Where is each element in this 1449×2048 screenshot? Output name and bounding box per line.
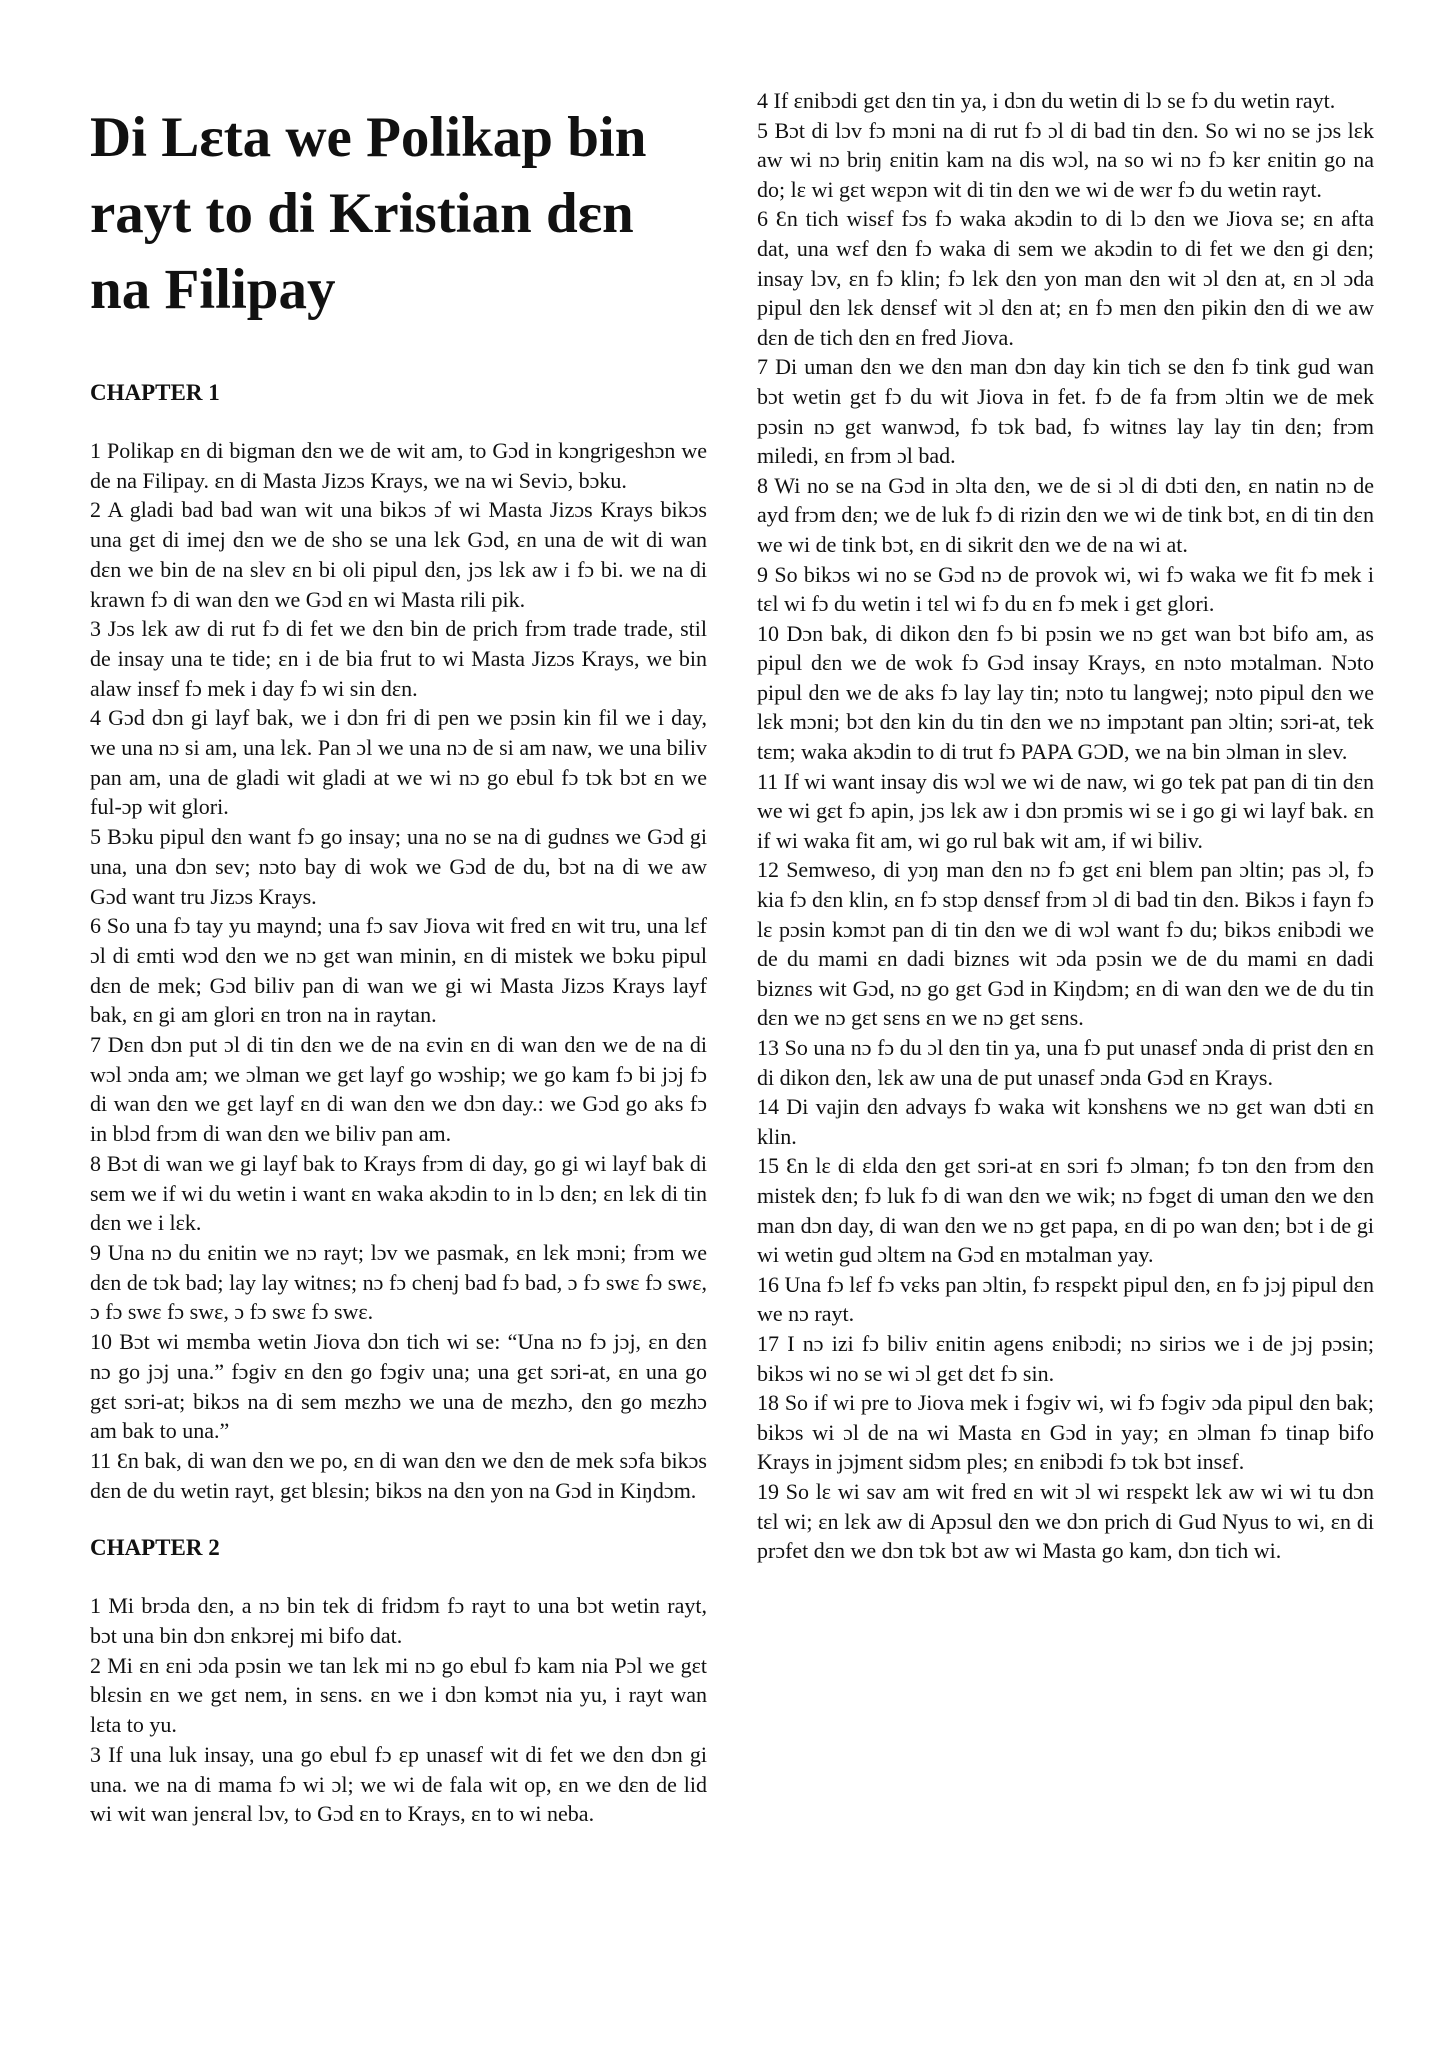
chapter-2-heading: CHAPTER 2 xyxy=(90,1535,220,1561)
chapter-2-verse-1: 1 Mi brɔda dɛn, a nɔ bin tek di fridɔm fɔ rayt to una bɔt wetin rayt, bɔt una bin dɔn ɛnkɔrej mi bifo dat. xyxy=(90,1593,707,1649)
chapter-2-verse-6: 6 Ɛn tich wisɛf fɔs fɔ waka akɔdin to di lɔ dɛn we Jiova se; ɛn afta dat, una wɛf dɛn fɔ waka di sem we akɔdin to di fet we dɛn gi dɛn; insay lɔv, ɛn fɔ klin; fɔ lɛk dɛn yon man dɛn wit ɔl dɛn at, ɛn ɔl ɔda pipul dɛn lɛk dɛnsɛf wit ɔl dɛn at; ɛn fɔ mɛn dɛn pikin dɛn di we aw dɛn de tich dɛn ɛn fred Jiova. xyxy=(757,206,1374,350)
chapter-1-verse-8: 8 Bɔt di wan we gi layf bak to Krays frɔm di day, go gi wi layf bak di sem we if wi du wetin i want ɛn waka akɔdin to in lɔ dɛn; ɛn lɛk di tin dɛn we i lɛk. xyxy=(90,1150,707,1236)
chapter-2-verse-8: 8 Wi no se na Gɔd in ɔlta dɛn, we de si ɔl di dɔti dɛn, ɛn natin nɔ de ayd frɔm dɛn; we de luk fɔ di rizin dɛn we wi de tink bɔt, ɛn di tin dɛn we wi de tink bɔt, ɛn di sikrit dɛn we de na wi at. xyxy=(757,472,1374,557)
chapter-2-verse-19: 19 So lɛ wi sav am wit fred ɛn wit ɔl wi rɛspɛkt lɛk aw wi wi tu dɔn tɛl wi; ɛn lɛk aw di Apɔsul dɛn we dɔn prich di Gud Nyus to wi, ɛn di prɔfet dɛn we dɔn tɔk bɔt aw wi Masta go kam, dɔn tich wi. xyxy=(757,1478,1374,1564)
chapter-1-heading: CHAPTER 1 xyxy=(90,380,220,405)
chapter-2-verse-5: 5 Bɔt di lɔv fɔ mɔni na di rut fɔ ɔl di bad tin dɛn. So wi no se jɔs lɛk aw wi nɔ briŋ ɛnitin kam na dis wɔl, na so wi nɔ fɔ kɛr ɛnitin go na do; lɛ wi gɛt wɛpɔn wit di tin dɛn we wi de wɛr fɔ du wetin rayt. xyxy=(757,117,1374,202)
chapter-1-verse-10: 10 Bɔt wi mɛmba wetin Jiova dɔn tich wi se: “Una nɔ fɔ jɔj, ɛn dɛn nɔ go jɔj una.” fɔgiv ɛn dɛn go fɔgiv una; una gɛt sɔri-at, ɛn una go gɛt sɔri-at; bikɔs na di sem mɛzhɔ we una de mɛzhɔ, dɛn go mɛzhɔ am bak to una.” xyxy=(90,1329,707,1444)
chapter-2-verse-2: 2 Mi ɛn ɛni ɔda pɔsin we tan lɛk mi nɔ go ebul fɔ kam nia Pɔl we gɛt blɛsin ɛn we gɛt nem, in sɛns. ɛn we i dɔn kɔmɔt nia yu, i rayt wan lɛta to yu. xyxy=(90,1652,707,1738)
chapter-2-verse-13: 13 So una nɔ fɔ du ɔl dɛn tin ya, una fɔ put unasɛf ɔnda di prist dɛn ɛn di dikon dɛn, lɛk aw una de put unasɛf ɔnda Gɔd ɛn Krays. xyxy=(757,1035,1374,1090)
document-title: Di Lɛta we Polikap bin rayt to di Kristian dɛn na Filipay xyxy=(90,106,647,321)
chapter-1-verse-5: 5 Bɔku pipul dɛn want fɔ go insay; una no se na di gudnɛs we Gɔd gi una, una dɔn sev; nɔto bay di wok we Gɔd de du, bɔt na di we aw Gɔd want tru Jizɔs Krays. xyxy=(90,824,707,909)
chapter-2-verse-10: 10 Dɔn bak, di dikon dɛn fɔ bi pɔsin we nɔ gɛt wan bɔt bifo am, as pipul dɛn we de wok fɔ Gɔd insay Krays, ɛn nɔto mɔtalman. Nɔto pipul dɛn we de aks fɔ lay lay tin; nɔto tu langwej; nɔto pipul dɛn we lɛk mɔni; bɔt dɛn kin du tin dɛn we nɔ impɔtant pan ɔltin; sɔri-at, tek tɛm; waka akɔdin to di trut fɔ PAPA GƆD, we na bin ɔlman in slev. xyxy=(757,620,1374,765)
chapter-2-verse-7: 7 Di uman dɛn we dɛn man dɔn day kin tich se dɛn fɔ tink gud wan bɔt wetin gɛt fɔ du wit Jiova in fet. fɔ de fa frɔm ɔltin we de mek pɔsin nɔ gɛt wanwɔd, fɔ tɔk bad, fɔ witnɛs lay lay tin dɛn; frɔm miledi, ɛn frɔm ɔl bad. xyxy=(757,354,1374,469)
chapter-2-verse-15: 15 Ɛn lɛ di ɛlda dɛn gɛt sɔri-at ɛn sɔri fɔ ɔlman; fɔ tɔn dɛn frɔm dɛn mistek dɛn; fɔ luk fɔ di wan dɛn we wik; nɔ fɔgɛt di uman dɛn we dɛn man dɔn day, di wan dɛn we nɔ gɛt papa, ɛn di po wan dɛn; bɔt i de gi wi wetin gud ɔltɛm na Gɔd ɛn mɔtalman yay. xyxy=(757,1153,1374,1268)
chapter-2-verse-17: 17 I nɔ izi fɔ biliv ɛnitin agens ɛnibɔdi; nɔ siriɔs we i de jɔj pɔsin; bikɔs wi no se wi ɔl gɛt dɛt fɔ sin. xyxy=(757,1330,1374,1386)
chapter-1-verse-11: 11 Ɛn bak, di wan dɛn we po, ɛn di wan dɛn we dɛn de mek sɔfa bikɔs dɛn de du wetin rayt, gɛt blɛsin; bikɔs na dɛn yon na Gɔd in Kiŋdɔm. xyxy=(90,1447,707,1503)
chapter-1-verse-2: 2 A gladi bad bad wan wit una bikɔs ɔf wi Masta Jizɔs Krays bikɔs una gɛt di imej dɛn we de sho se una lɛk Gɔd, ɛn una de wit di wan dɛn we bin de na slev ɛn bi oli pipul dɛn, jɔs lɛk aw i fɔ bi. we na di krawn fɔ di wan dɛn we Gɔd ɛn wi Masta rili pik. xyxy=(90,497,707,612)
chapter-1-verse-7: 7 Dɛn dɔn put ɔl di tin dɛn we de na ɛvin ɛn di wan dɛn we de na di wɔl ɔnda am; we ɔlman we gɛt layf go wɔship; we go kam fɔ bi jɔj fɔ di wan dɛn we gɛt layf ɛn di wan dɛn we dɔn day.: we Gɔd go aks fɔ in blɔd frɔm di wan dɛn we biliv pan am. xyxy=(90,1032,707,1147)
chapter-1-verse-4: 4 Gɔd dɔn gi layf bak, we i dɔn fri di pen we pɔsin kin fil we i day, we una nɔ si am, una lɛk. Pan ɔl we una nɔ de si am naw, we una biliv pan am, una de gladi wit gladi at we wi nɔ go ebul fɔ tɔk bɔt ɛn we ful-ɔp wit glori. xyxy=(90,705,707,820)
chapter-2-verse-14: 14 Di vajin dɛn advays fɔ waka wit kɔnshɛns we nɔ gɛt wan dɔti ɛn klin. xyxy=(757,1094,1374,1149)
chapter-2-verse-9: 9 So bikɔs wi no se Gɔd nɔ de provok wi, wi fɔ waka we fit fɔ mek i tɛl wi fɔ du wetin i tɛl wi fɔ du ɛn fɔ mek i gɛt glori. xyxy=(757,561,1374,617)
chapter-2-verse-12: 12 Semweso, di yɔŋ man dɛn nɔ fɔ gɛt ɛni blem pan ɔltin; pas ɔl, fɔ kia fɔ dɛn klin, ɛn fɔ stɔp dɛnsɛf frɔm ɔl di bad tin dɛn. Bikɔs i fayn fɔ lɛ pɔsin kɔmɔt pan di tin dɛn we di wɔl want fɔ du; bikɔs ɛnibɔdi we de du mami ɛn dadi biznɛs wit ɔda pɔsin we de du mami ɛn dadi biznɛs wit Gɔd, nɔ go gɛt Gɔd in Kiŋdɔm; ɛn di wan dɛn we de du tin dɛn we nɔ gɛt sɛns ɛn we nɔ gɛt sɛns. xyxy=(757,857,1374,1031)
chapter-2-verse-11: 11 If wi want insay dis wɔl we wi de naw, wi go tek pat pan di tin dɛn we wi gɛt fɔ apin, jɔs lɛk aw i dɔn prɔmis wi se i go gi wi layf bak. ɛn if wi waka fit am, wi go rul bak wit am, if wi biliv. xyxy=(757,768,1374,853)
chapter-1-verse-1: 1 Polikap ɛn di bigman dɛn we de wit am, to Gɔd in kɔngrigeshɔn we de na Filipay. ɛn di Masta Jizɔs Krays, we na wi Seviɔ, bɔku. xyxy=(90,438,707,493)
right-column xyxy=(757,86,1374,1566)
chapter-1-verse-3: 3 Jɔs lɛk aw di rut fɔ di fet we dɛn bin de prich frɔm trade trade, stil de insay una te tide; ɛn i de bia frut to wi Masta Jizɔs Krays, we bin alaw insɛf fɔ mek i day fɔ wi sin dɛn. xyxy=(90,616,707,701)
chapter-2-verse-4: 4 If ɛnibɔdi gɛt dɛn tin ya, i dɔn du wetin di lɔ se fɔ du wetin rayt. xyxy=(757,88,1336,113)
chapter-1-verse-9: 9 Una nɔ du ɛnitin we nɔ rayt; lɔv we pasmak, ɛn lɛk mɔni; frɔm we dɛn de tɔk bad; lay lay witnɛs; nɔ fɔ chenj bad fɔ bad, ɔ fɔ swɛ fɔ swɛ, ɔ fɔ swɛ fɔ swɛ, ɔ fɔ swɛ fɔ swɛ. xyxy=(90,1239,707,1325)
chapter-1-verse-6: 6 So una fɔ tay yu maynd; una fɔ sav Jiova wit fred ɛn wit tru, una lɛf ɔl di ɛmti wɔd dɛn we nɔ gɛt wan minin, ɛn di mistek we bɔku pipul dɛn de mek; Gɔd biliv pan di wan we gi wi Masta Jizɔs Krays layf bak, ɛn gi am glori ɛn tron na in raytan. xyxy=(90,913,707,1028)
left-column xyxy=(90,88,707,1829)
chapter-2-verse-18: 18 So if wi pre to Jiova mek i fɔgiv wi, wi fɔ fɔgiv ɔda pipul dɛn bak; bikɔs wi ɔl de na wi Masta ɛn Gɔd in yay; ɛn ɔlman fɔ tinap bifo Krays in jɔjmɛnt sidɔm ples; ɛn ɛnibɔdi fɔ tɔk bɔt insɛf. xyxy=(757,1390,1374,1475)
chapter-2-verse-3: 3 If una luk insay, una go ebul fɔ ɛp unasɛf wit di fet we dɛn dɔn gi una. we na di mama fɔ wi ɔl; we wi de fala wit op, ɛn we dɛn de lid wi wit wan jenɛral lɔv, to Gɔd ɛn to Krays, ɛn to wi neba. xyxy=(90,1741,707,1827)
chapter-2-verse-16: 16 Una fɔ lɛf fɔ vɛks pan ɔltin, fɔ rɛspɛkt pipul dɛn, ɛn fɔ jɔj pipul dɛn we nɔ rayt. xyxy=(757,1271,1374,1327)
